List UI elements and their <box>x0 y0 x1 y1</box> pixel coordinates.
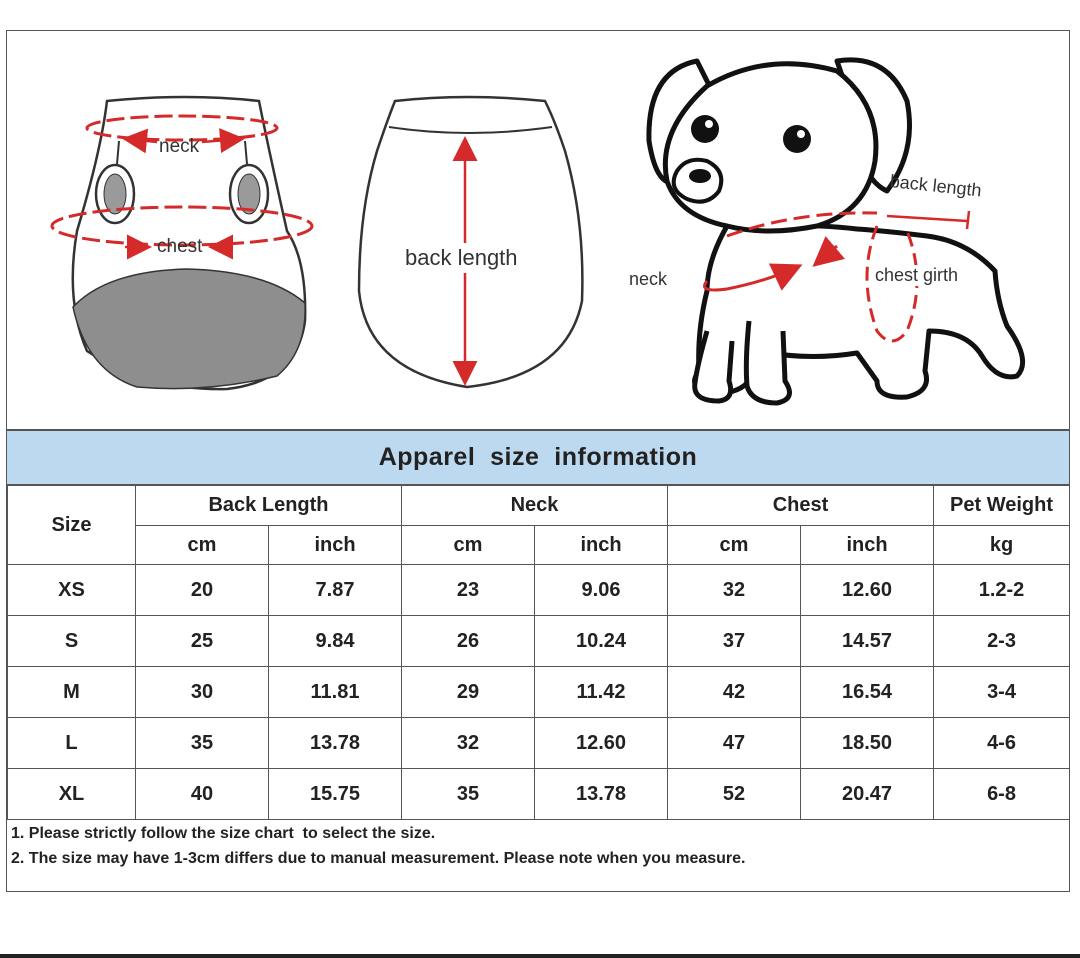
dog-back-length-label: back length <box>888 171 983 201</box>
table-cell: 2-3 <box>934 616 1070 667</box>
table-cell: 7.87 <box>269 565 402 616</box>
table-cell: 9.84 <box>269 616 402 667</box>
table-cell: 11.42 <box>535 667 668 718</box>
size-header: Size <box>8 486 136 565</box>
table-cell: 47 <box>668 718 801 769</box>
unit-header: kg <box>934 526 1070 565</box>
table-cell: 16.54 <box>801 667 934 718</box>
table-cell: 10.24 <box>535 616 668 667</box>
table-cell: 4-6 <box>934 718 1070 769</box>
table-cell: 13.78 <box>535 769 668 820</box>
unit-header: inch <box>801 526 934 565</box>
measurement-diagram <box>7 31 1069 429</box>
table-cell: 52 <box>668 769 801 820</box>
table-cell: 40 <box>136 769 269 820</box>
table-cell: 37 <box>668 616 801 667</box>
table-cell: 12.60 <box>801 565 934 616</box>
size-table <box>7 485 1070 820</box>
size-cell: M <box>8 667 136 718</box>
note-line: 1. Please strictly follow the size chart to select the size. <box>11 825 436 842</box>
back-length-header: Back Length <box>136 486 402 526</box>
table-row <box>8 565 1070 616</box>
banner-title: Apparel size information <box>378 443 698 471</box>
table-cell: 6-8 <box>934 769 1070 820</box>
dog-neck-label: neck <box>629 269 668 289</box>
table-cell: 18.50 <box>801 718 934 769</box>
unit-header: cm <box>402 526 535 565</box>
table-row <box>8 769 1070 820</box>
bottom-divider <box>0 954 1080 958</box>
table-cell: 26 <box>402 616 535 667</box>
table-cell: 25 <box>136 616 269 667</box>
table-cell: 12.60 <box>535 718 668 769</box>
dog-icon <box>649 60 1023 403</box>
dog-chest-girth-label: chest girth <box>875 265 959 285</box>
illustration-panel <box>7 31 1069 429</box>
table-cell: 23 <box>402 565 535 616</box>
table-cell: 11.81 <box>269 667 402 718</box>
table-cell: 32 <box>402 718 535 769</box>
table-cell: 13.78 <box>269 718 402 769</box>
table-cell: 32 <box>668 565 801 616</box>
size-chart-frame <box>6 30 1070 892</box>
table-cell: 30 <box>136 667 269 718</box>
table-cell: 20.47 <box>801 769 934 820</box>
pet-weight-header: Pet Weight <box>934 486 1070 526</box>
table-cell: 3-4 <box>934 667 1070 718</box>
table-row <box>8 616 1070 667</box>
vest-neck-label: neck <box>159 136 200 157</box>
unit-header: cm <box>668 526 801 565</box>
table-cell: 42 <box>668 667 801 718</box>
note-line: 2. The size may have 1-3cm differs due to manual measurement. Please note when you measure. <box>11 850 746 867</box>
neck-header: Neck <box>402 486 668 526</box>
table-cell: 15.75 <box>269 769 402 820</box>
unit-header: inch <box>535 526 668 565</box>
table-cell: 14.57 <box>801 616 934 667</box>
table-cell: 29 <box>402 667 535 718</box>
table-cell: 1.2-2 <box>934 565 1070 616</box>
table-row <box>8 667 1070 718</box>
unit-header: cm <box>136 526 269 565</box>
vest-chest-label: chest <box>157 236 203 257</box>
size-notes <box>11 821 746 871</box>
table-row <box>8 718 1070 769</box>
table-cell: 35 <box>136 718 269 769</box>
chest-header: Chest <box>668 486 934 526</box>
size-cell: XL <box>8 769 136 820</box>
table-cell: 35 <box>402 769 535 820</box>
size-cell: L <box>8 718 136 769</box>
table-cell: 20 <box>136 565 269 616</box>
size-info-banner <box>7 429 1069 485</box>
unit-header: inch <box>269 526 402 565</box>
table-cell: 9.06 <box>535 565 668 616</box>
vest-back-icon <box>359 97 582 387</box>
vest-back-length-label: back length <box>405 245 518 270</box>
size-cell: S <box>8 616 136 667</box>
size-cell: XS <box>8 565 136 616</box>
